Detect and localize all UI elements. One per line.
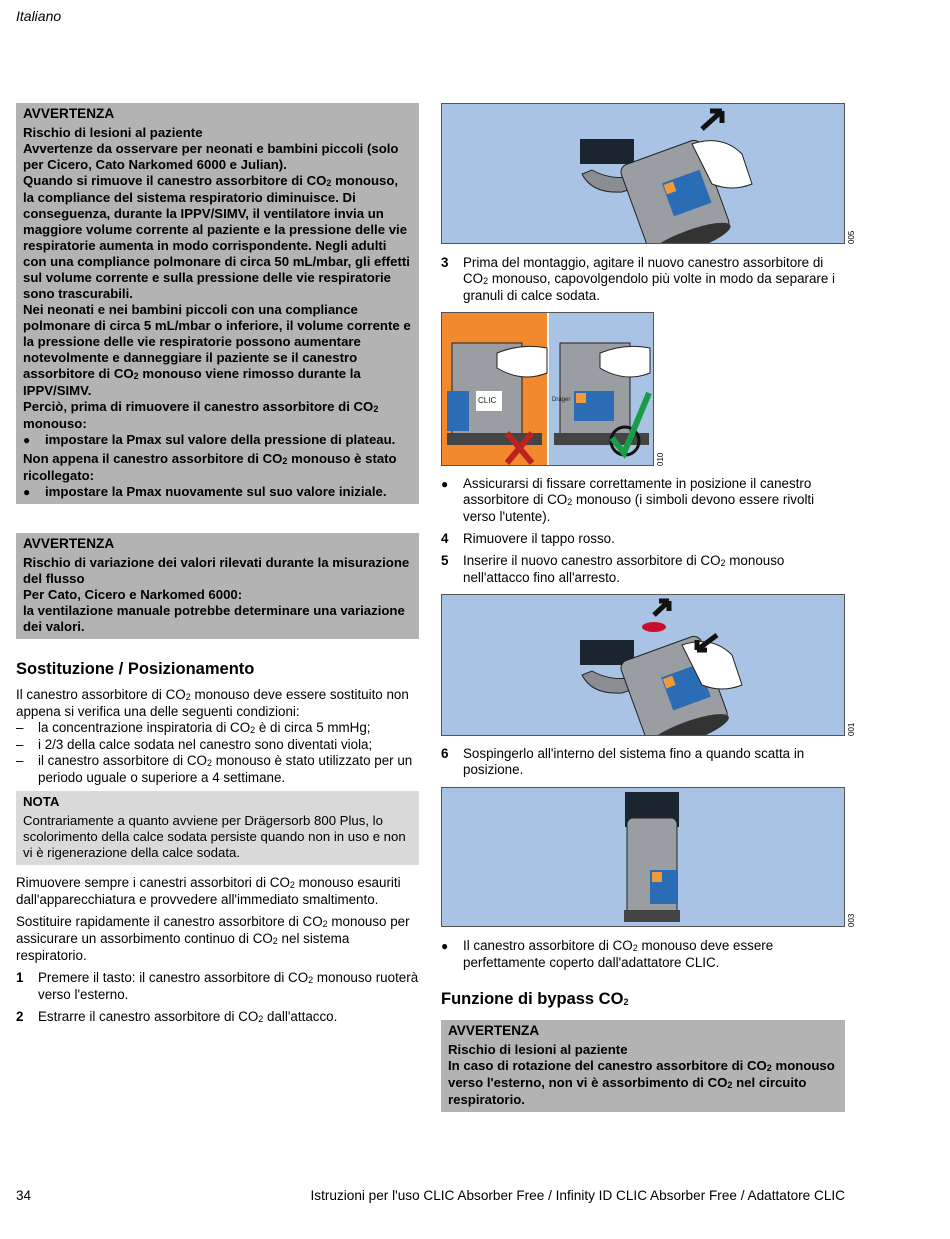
- step-5: 5 Inserire il nuovo canestro assorbitore di $CO_2$ monouso nell'attacco fino all'arresto.: [441, 553, 785, 585]
- step-2: 2 Estrarre il canestro assorbitore di $CO_2$ dall'attacco.: [16, 1009, 338, 1024]
- replacement-conditions: [16, 687, 421, 786]
- figure-insert-canister: [441, 594, 845, 736]
- paragraph: Sostituire rapidamente il canestro assorbitore di $CO_2$ monouso per assicurare un assorbimento continuo di $CO_2$ nel sistema respiratorio.: [16, 914, 410, 963]
- warning-paragraph-2: Nei neonati e nei bambini piccoli con una compliance polmonare di circa 5 mL/mbar o inferiore, il volume corrente e la pressione delle vie respiratorie possono aumentare notevolmente e danneggiare il paziente se il canestro assorbitore di $CO_2$ monouso viene rimosso durante la IPPV/SIMV.: [23, 302, 411, 398]
- paragraph: Rimuovere sempre i canestri assorbitori di $CO_2$ monouso esauriti dall'apparecchiatura e provvedere all'immediato smaltimento.: [16, 875, 401, 907]
- warning-title: AVVERTENZA: [23, 536, 115, 551]
- step-4: 4 Rimuovere il tappo rosso.: [441, 531, 615, 546]
- page-number: 34: [16, 1188, 32, 1203]
- list-item: – i 2/3 della calce sodata nel canestro sono diventati viola;: [16, 737, 421, 753]
- drager-label: Dräger: [552, 397, 571, 403]
- canister-illustration-icon: [442, 104, 845, 244]
- warning-bullet-2: ● impostare la Pmax nuovamente sul suo valore iniziale.: [23, 484, 412, 500]
- figure-remove-canister: [441, 103, 845, 244]
- figure-id: 010: [656, 452, 665, 466]
- warning-subtitle: Rischio di lesioni al paziente: [23, 125, 203, 140]
- insert-illustration-icon: [442, 595, 845, 736]
- warning-line: Rischio di variazione dei valori rilevati durante la misurazione del flusso: [23, 555, 410, 586]
- mounted-illustration-icon: [442, 788, 845, 927]
- warning-paragraph-3: Perciò, prima di rimuovere il canestro assorbitore di $CO_2$ monouso:: [23, 399, 379, 431]
- language-label: Italiano: [16, 8, 62, 24]
- clic-label: CLIC: [478, 396, 497, 405]
- note-box: [16, 791, 419, 865]
- warning-title: AVVERTENZA: [23, 106, 115, 121]
- warning-text: In caso di rotazione del canestro assorbitore di $CO_2$ monouso verso l'esterno, non vi è assorbimento di $CO_2$ nel circuito respiratorio.: [448, 1058, 835, 1107]
- replacement-instructions: [16, 875, 421, 1026]
- warning-subtitle: Rischio di lesioni al paziente: [448, 1042, 628, 1057]
- warning-line: Per Cato, Cicero e Narkomed 6000:: [23, 587, 243, 602]
- warning-line: la ventilazione manuale potrebbe determinare una variazione dei valori.: [23, 603, 405, 634]
- step-6: 6 Sospingerlo all'interno del sistema fino a quando scatta in posizione.: [441, 746, 805, 777]
- orientation-illustration-icon: [442, 313, 654, 466]
- figure-id: 003: [847, 913, 856, 927]
- right-steps: [441, 476, 846, 586]
- warning-box-bypass: [441, 1020, 845, 1112]
- figure-canister-mounted: [441, 787, 845, 927]
- note-text: Contrariamente a quanto avviene per Drägersorb 800 Plus, lo scolorimento della calce sodata persiste quando non in uso e non vi è rigenerazione della calce sodata.: [23, 813, 406, 860]
- warning-intro: Avvertenze da osservare per neonati e bambini piccoli (solo per Cicero, Cato Narkomed 6000 e Julian).: [23, 141, 399, 172]
- list-item: – il canestro assorbitore di $CO_2$ monouso è stato utilizzato per un periodo uguale o superiore a 4 settimane.: [16, 753, 421, 786]
- coverage-bullet: ● Il canestro assorbitore di $CO_2$ monouso deve essere perfettamente coperto dall'adattatore CLIC.: [441, 938, 846, 971]
- figure-id: 005: [847, 230, 856, 244]
- section-title-bypass: Funzione di bypass $CO_2$: [441, 990, 629, 1008]
- paragraph: Il canestro assorbitore di $CO_2$ monouso deve essere sostituito non appena si verifica una delle seguenti condizioni:: [16, 687, 409, 719]
- section-title-replacement: Sostituzione / Posizionamento: [16, 660, 255, 678]
- bullet: ● Assicurarsi di fissare correttamente in posizione il canestro assorbitore di $CO_2$ monouso (i simboli devono essere rivolti verso l'utente).: [441, 476, 846, 525]
- warning-paragraph-1: Quando si rimuove il canestro assorbitore di $CO_2$ monouso, la compliance del sistema respiratorio diminuisce. Di conseguenza, durante la IPPV/SIMV, il ventilatore invia un maggiore volume corrente al paziente e la pressione delle vie respiratorie aumenta in modo corrispondente. Negli adulti con una compliance polmonare di circa 50 mL/mbar, gli effetti sul volume corrente e sulla pressione delle vie respiratorie sono trascurabili.: [23, 173, 410, 301]
- figure-id: 001: [847, 722, 856, 736]
- footer-title: Istruzioni per l'uso CLIC Absorber Free / Infinity ID CLIC Absorber Free / Adattatore CLIC: [310, 1188, 845, 1203]
- figure-orientation: [441, 312, 654, 466]
- note-title: NOTA: [23, 794, 60, 809]
- warning-paragraph-4: Non appena il canestro assorbitore di $CO_2$ monouso è stato ricollegato:: [23, 451, 397, 483]
- warning-box-patient-injury: [16, 103, 419, 504]
- warning-title: AVVERTENZA: [448, 1023, 540, 1038]
- step-1: 1 Premere il tasto: il canestro assorbitore di $CO_2$ monouso ruoterà verso l'esterno.: [16, 970, 419, 1002]
- step-3: 3 Prima del montaggio, agitare il nuovo canestro assorbitore di $CO_2$ monouso, capovolgendolo più volte in modo da separare i granuli di calce sodata.: [441, 255, 836, 303]
- warning-bullet-1: ● impostare la Pmax sul valore della pressione di plateau.: [23, 432, 412, 448]
- warning-box-flow-measurement: [16, 533, 419, 639]
- list-item: – la concentrazione inspiratoria di $CO_2$ è di circa 5 mmHg;: [16, 720, 421, 737]
